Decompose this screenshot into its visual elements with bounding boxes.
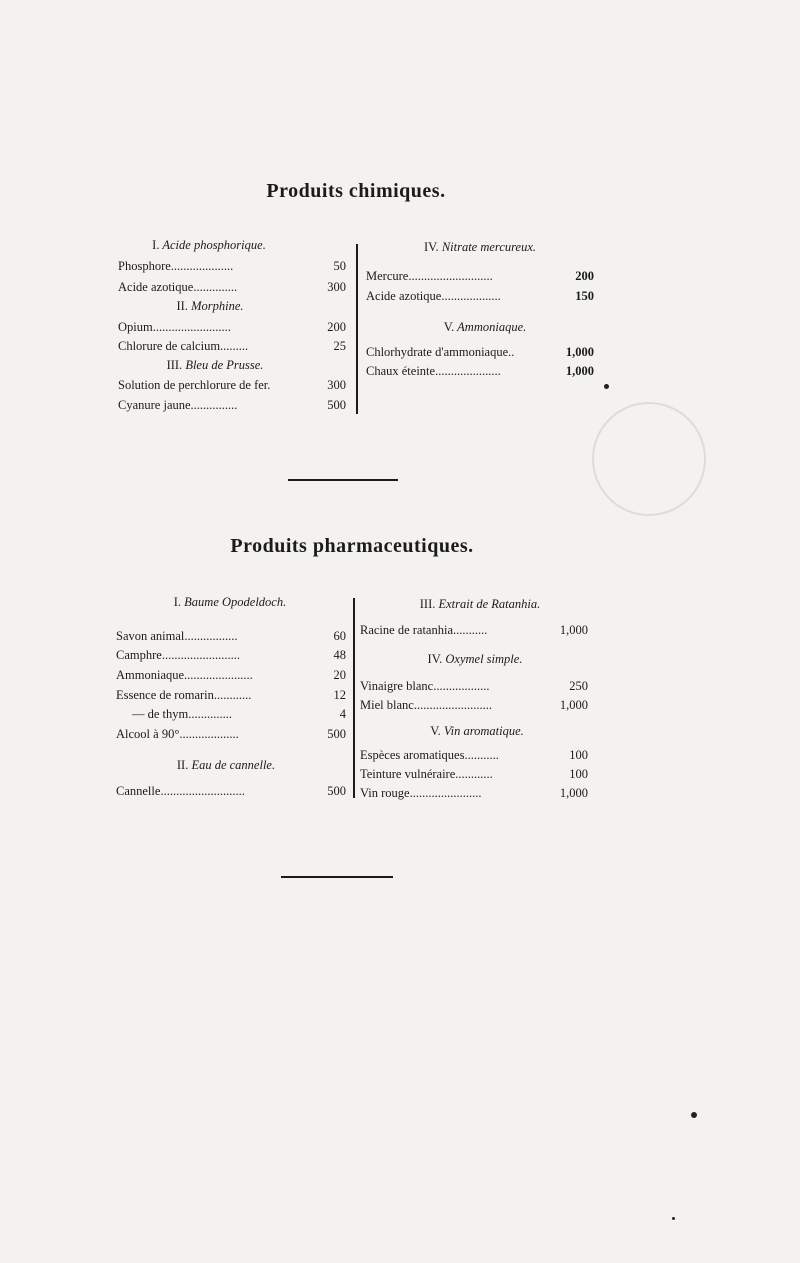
list-item: Chaux éteinte.....................: [366, 364, 501, 378]
heading-number: IV.: [427, 652, 443, 666]
heading-text: Ammoniaque.: [457, 320, 527, 334]
item-label: Solution de perchlorure de fer.: [118, 378, 271, 392]
item-quantity: 200: [327, 320, 346, 334]
item-label: Vinaigre blanc: [360, 679, 434, 693]
group-heading: [156, 758, 296, 773]
item-label: Mercure: [366, 269, 409, 283]
list-item: Cannelle...........................: [116, 784, 245, 798]
heading-text: Baume Opodeldoch.: [184, 595, 287, 609]
item-quantity: 150: [575, 289, 594, 303]
heading-number: II.: [176, 758, 189, 772]
group-heading: [150, 299, 270, 314]
item-label: — de thym: [132, 707, 189, 721]
heading-text: Morphine.: [191, 299, 244, 313]
column-divider: [356, 244, 358, 414]
item-quantity: 48: [333, 648, 346, 662]
group-heading: [116, 238, 302, 253]
item-label: Phosphore: [118, 259, 171, 273]
item-label: Opium: [118, 320, 153, 334]
group-heading: [380, 240, 580, 255]
item-label: Alcool à 90°: [116, 727, 180, 741]
item-label: Chlorure de calcium: [118, 339, 221, 353]
item-quantity: 100: [569, 748, 588, 762]
item-label: Chaux éteinte: [366, 364, 436, 378]
heading-number: V.: [430, 724, 441, 738]
item-quantity: 250: [569, 679, 588, 693]
group-heading: [412, 724, 542, 739]
list-item: Espèces aromatiques...........: [360, 748, 499, 762]
item-quantity: 25: [333, 339, 346, 353]
heading-text: Extrait de Ratanhia.: [438, 597, 541, 611]
list-item: Vin rouge.......................: [360, 786, 482, 800]
list-item: Essence de romarin............: [116, 688, 252, 702]
section-divider: [288, 479, 398, 481]
group-heading: [140, 358, 290, 373]
heading-text: Bleu de Prusse.: [185, 358, 264, 372]
list-item: — de thym..............: [132, 707, 232, 721]
item-quantity: 4: [339, 707, 346, 721]
item-quantity: 500: [327, 398, 346, 412]
item-quantity: 200: [575, 269, 594, 283]
item-quantity: 50: [333, 259, 346, 273]
list-item: [118, 378, 270, 393]
heading-number: I.: [173, 595, 182, 609]
heading-text: Vin aromatique.: [443, 724, 524, 738]
item-label: Miel blanc: [360, 698, 414, 712]
item-quantity: 1,000: [559, 698, 588, 712]
ink-speck: [691, 1112, 697, 1118]
ink-speck: [604, 384, 609, 389]
group-heading: [420, 320, 550, 335]
item-quantity: 300: [327, 378, 346, 392]
item-label: Espèces aromatiques: [360, 748, 465, 762]
heading-number: III.: [419, 597, 436, 611]
group-heading: [390, 597, 570, 612]
list-item: Camphre.........................: [116, 648, 240, 662]
heading-text: Eau de cannelle.: [191, 758, 276, 772]
item-label: Cyanure jaune: [118, 398, 191, 412]
item-label: Cannelle: [116, 784, 161, 798]
heading-number: III.: [166, 358, 183, 372]
item-label: Camphre: [116, 648, 162, 662]
item-label: Chlorhydrate d'ammoniaque..: [366, 345, 515, 359]
column-divider: [353, 598, 355, 798]
item-label: Vin rouge: [360, 786, 410, 800]
item-label: Essence de romarin: [116, 688, 214, 702]
list-item: Miel blanc.........................: [360, 698, 492, 712]
heading-text: Acide phosphorique.: [162, 238, 266, 252]
list-item: Chlorure de calcium.........: [118, 339, 249, 353]
item-quantity: 20: [333, 668, 346, 682]
list-item: Ammoniaque......................: [116, 668, 253, 682]
list-item: Racine de ratanhia...........: [360, 623, 488, 637]
list-item: Vinaigre blanc..................: [360, 679, 490, 693]
group-heading: [150, 595, 310, 610]
heading-number: II.: [176, 299, 188, 313]
item-quantity: 1,000: [565, 345, 594, 359]
item-label: Teinture vulnéraire: [360, 767, 456, 781]
heading-number: V.: [443, 320, 455, 334]
item-label: Acide azotique: [118, 280, 194, 294]
item-quantity: 1,000: [559, 623, 588, 637]
stamp-ghost: [592, 402, 706, 516]
list-item: Cyanure jaune...............: [118, 398, 238, 412]
list-item: [366, 345, 514, 360]
list-item: Phosphore....................: [118, 259, 234, 273]
section-title-chemical: Produits chimiques.: [266, 180, 446, 202]
item-quantity: 12: [333, 688, 346, 702]
item-quantity: 500: [327, 784, 346, 798]
heading-text: Oxymel simple.: [445, 652, 523, 666]
list-item: Teinture vulnéraire............: [360, 767, 493, 781]
list-item: Opium.........................: [118, 320, 231, 334]
list-item: Acide azotique..............: [118, 280, 238, 294]
list-item: Mercure...........................: [366, 269, 493, 283]
list-item: Alcool à 90°...................: [116, 727, 239, 741]
section-title-pharmaceutical: Produits pharmaceutiques.: [230, 535, 474, 557]
section-divider: [281, 876, 393, 878]
heading-number: IV.: [423, 240, 439, 254]
item-label: Ammoniaque: [116, 668, 185, 682]
item-quantity: 100: [569, 767, 588, 781]
list-item: Acide azotique...................: [366, 289, 501, 303]
item-quantity: 1,000: [565, 364, 594, 378]
group-heading: [410, 652, 540, 667]
item-quantity: 500: [327, 727, 346, 741]
item-label: Savon animal: [116, 629, 185, 643]
item-label: Racine de ratanhia: [360, 623, 454, 637]
item-quantity: 1,000: [559, 786, 588, 800]
ink-speck: [672, 1217, 675, 1220]
item-quantity: 60: [333, 629, 346, 643]
list-item: Savon animal.................: [116, 629, 238, 643]
heading-number: I.: [152, 238, 160, 252]
heading-text: Nitrate mercureux.: [441, 240, 537, 254]
item-label: Acide azotique: [366, 289, 442, 303]
item-quantity: 300: [327, 280, 346, 294]
